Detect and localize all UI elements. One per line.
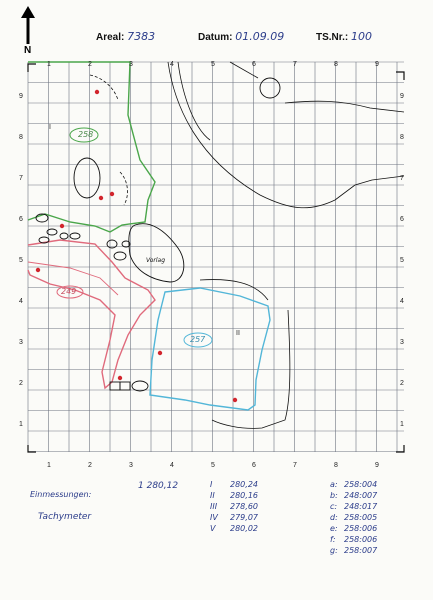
y-axis-left-label: 4 (19, 298, 23, 305)
ts-value: 100 (351, 30, 373, 43)
datum-value: 01.09.09 (235, 30, 285, 43)
point-value: 258:007 (344, 546, 378, 555)
level-row (210, 523, 258, 534)
point-row (330, 523, 377, 534)
point-label: e: (330, 524, 338, 533)
point-label: a: (330, 480, 338, 489)
x-axis-top-label: 9 (375, 61, 379, 68)
level-label: III (210, 502, 218, 511)
x-axis-top-label: 5 (211, 61, 215, 68)
point-value: 258:004 (344, 480, 378, 489)
point-row (330, 512, 377, 523)
y-axis-right-label: 8 (400, 134, 404, 141)
feature-label-257: 257 (190, 335, 206, 344)
point-label: f: (330, 535, 336, 544)
tachymeter-note: Tachymeter (38, 512, 92, 522)
y-axis-right-label: 5 (400, 257, 404, 264)
y-axis-left-label: 8 (19, 134, 23, 141)
measure-point-II: II (236, 330, 240, 337)
y-axis-left-label: 3 (19, 339, 23, 346)
point-label: c: (330, 502, 338, 511)
level-value: 280,16 (230, 491, 258, 500)
level-row (210, 501, 258, 512)
y-axis-right-label: 4 (400, 298, 404, 305)
x-axis-top-label: 6 (252, 61, 256, 68)
points-list (330, 479, 377, 556)
level-label: I (210, 480, 213, 489)
x-axis-bottom-label: 5 (211, 462, 215, 469)
point-row (330, 501, 377, 512)
point-label: b: (330, 491, 338, 500)
level-label: II (210, 491, 215, 500)
x-axis-top-label: 3 (129, 61, 133, 68)
levels-list (210, 479, 258, 534)
point-value: 258:006 (344, 524, 378, 533)
point-label: d: (330, 513, 338, 522)
y-axis-right-label: 7 (400, 175, 404, 182)
x-axis-bottom-label: 6 (252, 462, 256, 469)
feature-249-outline (28, 240, 155, 388)
x-axis-bottom-label: 1 (47, 462, 51, 469)
feature-258-outline (28, 62, 155, 232)
level-value: 279,07 (230, 513, 258, 522)
y-axis-right-label: 3 (400, 339, 404, 346)
point-row (330, 545, 377, 556)
point-row (330, 479, 377, 490)
north-label: N (24, 45, 32, 56)
pit-outline (74, 158, 100, 198)
x-axis-top-label: 1 (47, 61, 51, 68)
reference-level: 1 280,12 (138, 481, 179, 491)
datum-label: Datum: (198, 32, 233, 43)
y-axis-right-label: 1 (400, 421, 404, 428)
feature-label-249: 249 (61, 287, 77, 296)
vorlag-outline (129, 224, 184, 282)
x-axis-top-label: 4 (170, 61, 174, 68)
x-axis-bottom-label: 4 (170, 462, 174, 469)
level-row (210, 512, 258, 523)
measure-point-I: I (49, 124, 51, 131)
ts-label: TS.Nr.: (316, 32, 349, 43)
point-value: 248:007 (344, 491, 378, 500)
y-axis-left-label: 7 (19, 175, 23, 182)
y-axis-left-label: 6 (19, 216, 23, 223)
y-axis-right-label: 6 (400, 216, 404, 223)
x-axis-top-label: 8 (334, 61, 338, 68)
x-axis-bottom-label: 8 (334, 462, 338, 469)
point-value: 258:005 (344, 513, 378, 522)
level-value: 278,60 (230, 502, 258, 511)
level-row (210, 479, 258, 490)
y-axis-left-label: 5 (19, 257, 23, 264)
feature-label-vorlag: Vorlag (146, 257, 166, 264)
level-label: IV (210, 513, 218, 522)
y-axis-right-label: 2 (400, 380, 404, 387)
y-axis-right-label: 9 (400, 93, 404, 100)
einmessungen-note: Einmessungen: (30, 490, 92, 499)
point-row (330, 534, 377, 545)
point-value: 248:017 (344, 502, 378, 511)
x-axis-bottom-label: 7 (293, 462, 297, 469)
areal-value: 7383 (127, 30, 156, 43)
y-axis-left-label: 1 (19, 421, 23, 428)
feature-label-258: 258 (78, 130, 94, 139)
x-axis-top-label: 2 (88, 61, 92, 68)
point-value: 258:006 (344, 535, 378, 544)
point-row (330, 490, 377, 501)
point-label: g: (330, 546, 338, 555)
x-axis-bottom-label: 3 (129, 462, 133, 469)
y-axis-left-label: 2 (19, 380, 23, 387)
y-axis-left-label: 9 (19, 93, 23, 100)
areal-label: Areal: (96, 32, 125, 43)
level-value: 280,24 (230, 480, 258, 489)
x-axis-bottom-label: 9 (375, 462, 379, 469)
level-label: V (210, 524, 216, 533)
x-axis-bottom-label: 2 (88, 462, 92, 469)
level-value: 280,02 (230, 524, 258, 533)
level-row (210, 490, 258, 501)
x-axis-top-label: 7 (293, 61, 297, 68)
